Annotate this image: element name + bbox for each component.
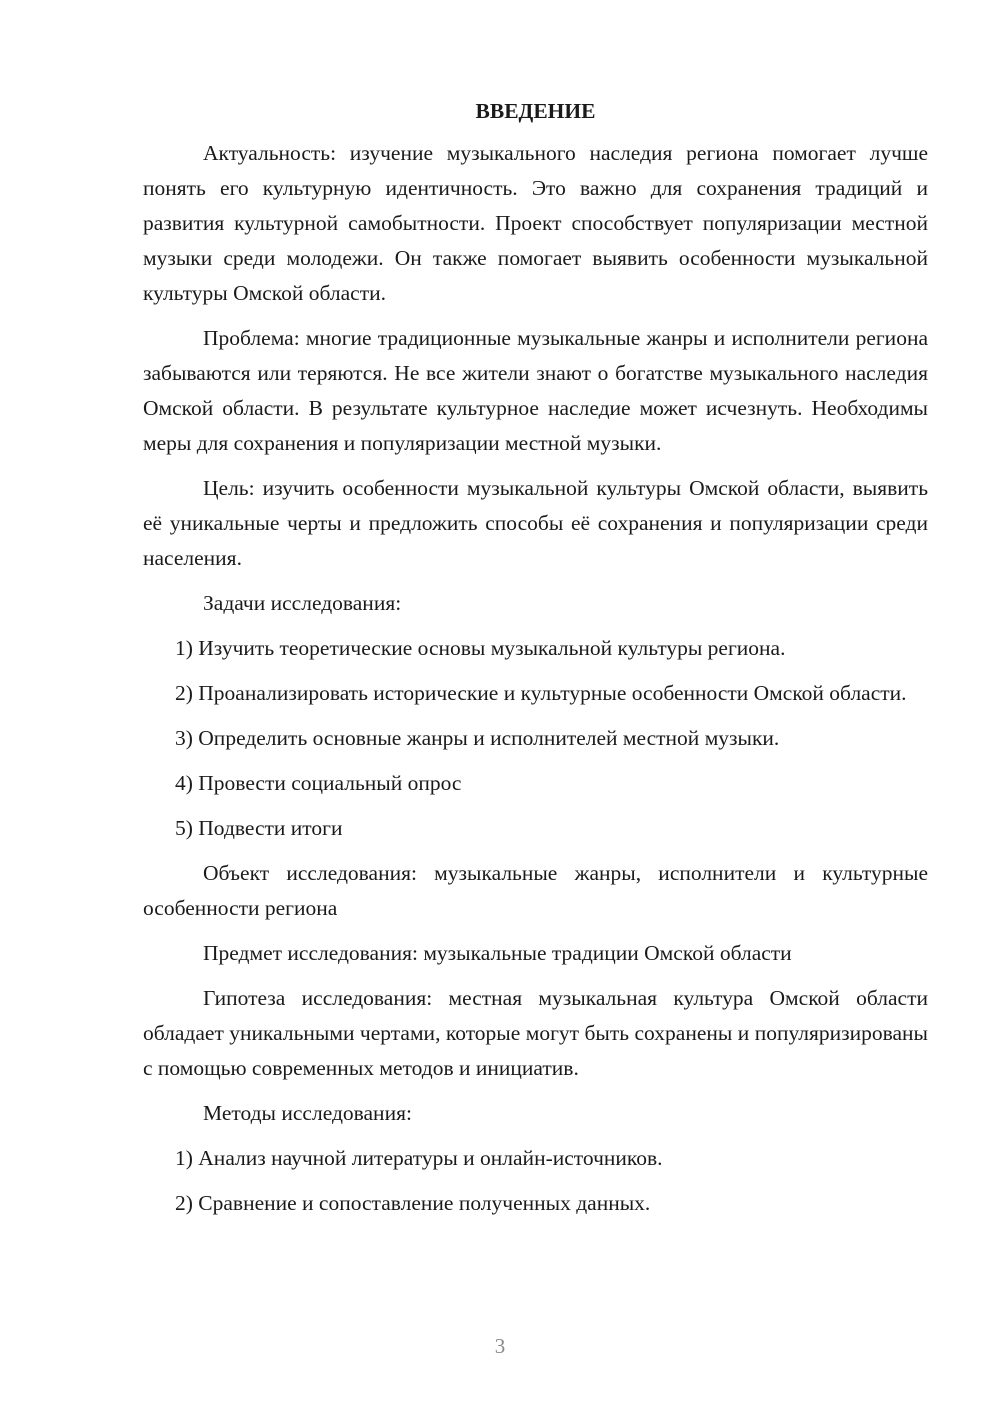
subject-paragraph: Предмет исследования: музыкальные традиции Омской области <box>203 941 792 965</box>
hypothesis-paragraph: Гипотеза исследования: местная музыкальная культура Омской области обладает уникальными чертами, которые могут быть сохранены и популяризированы с помощью современных методов и инициатив. <box>143 986 928 1080</box>
task-item: 5) Подвести итоги <box>175 816 343 840</box>
method-item: 2) Сравнение и сопоставление полученных данных. <box>175 1191 651 1215</box>
task-item: 4) Провести социальный опрос <box>175 771 462 795</box>
relevance-paragraph: Актуальность: изучение музыкального наследия региона помогает лучше понять его культурную идентичность. Это важно для сохранения традиций и развития культурной самобытности. Проект способствует популяризации местной музыки среди молодежи. Он также помогает выявить особенности музыкальной культуры Омской области. <box>143 141 928 305</box>
tasks-heading: Задачи исследования: <box>203 591 402 615</box>
methods-heading: Методы исследования: <box>203 1101 412 1125</box>
method-item: 1) Анализ научной литературы и онлайн-источников. <box>175 1146 663 1170</box>
section-title: ВВЕДЕНИЕ <box>475 99 596 123</box>
task-item: 3) Определить основные жанры и исполнителей местной музыки. <box>175 726 780 750</box>
object-paragraph: Объект исследования: музыкальные жанры, исполнители и культурные особенности региона <box>143 861 928 920</box>
goal-paragraph: Цель: изучить особенности музыкальной культуры Омской области, выявить её уникальные черты и предложить способы её сохранения и популяризации среди населения. <box>143 476 928 570</box>
page-number: 3 <box>494 1334 506 1358</box>
problem-paragraph: Проблема: многие традиционные музыкальные жанры и исполнители региона забываются или теряются. Не все жители знают о богатстве музыкального наследия Омской области. В результате культурное наследие может исчезнуть. Необходимы меры для сохранения и популяризации местной музыки. <box>143 326 928 455</box>
task-item: 1) Изучить теоретические основы музыкальной культуры региона. <box>175 636 786 660</box>
document-page <box>143 96 928 1231</box>
task-item: 2) Проанализировать исторические и культурные особенности Омской области. <box>175 681 907 705</box>
